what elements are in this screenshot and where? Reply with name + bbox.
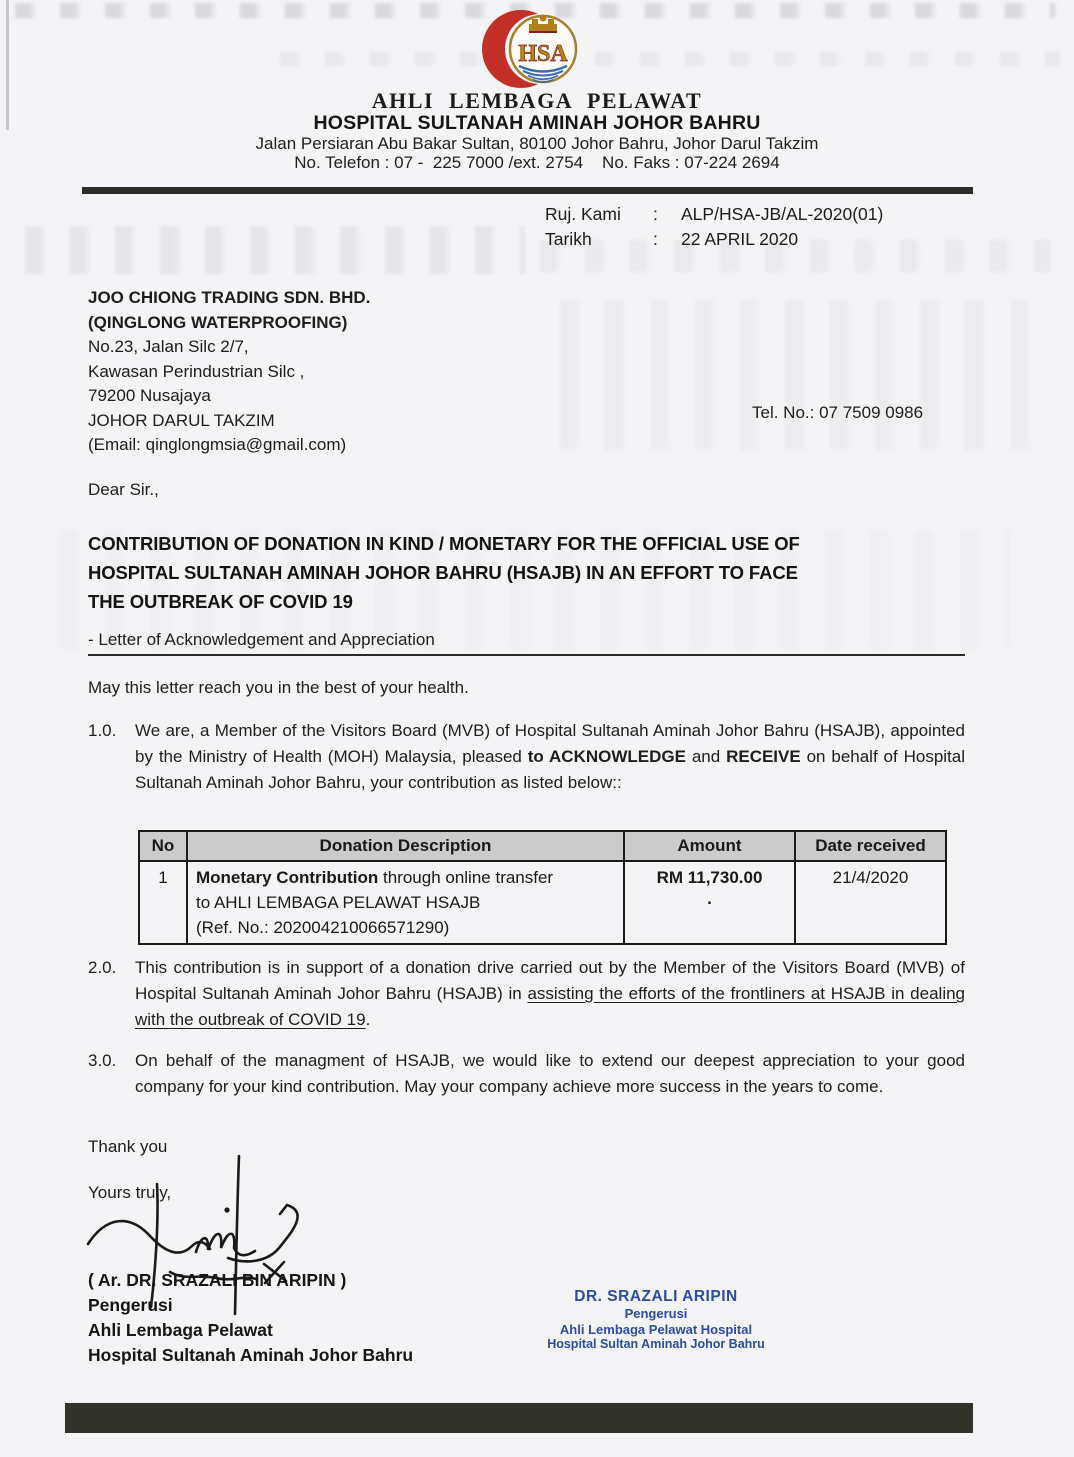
org-contact: No. Telefon : 07 - 225 7000 /ext. 2754 No. Faks : 07-224 2694 <box>294 153 780 172</box>
col-header-desc: Donation Description <box>187 831 624 861</box>
salutation: Dear Sir., <box>88 480 159 499</box>
yours-truly-line: Yours truly, <box>88 1183 172 1202</box>
recipient-postcode-city: 79200 Nusajaya <box>88 386 211 405</box>
recipient-email: (Email: qinglongmsia@gmail.com) <box>88 435 347 454</box>
thank-you-line: Thank you <box>88 1137 168 1156</box>
stamp-org2: Hospital Sultan Aminah Johor Bahru <box>547 1337 765 1351</box>
date-row <box>545 229 798 250</box>
org-name-line2: HOSPITAL SULTANAH AMINAH JOHOR BAHRU <box>313 112 761 134</box>
org-address: Jalan Persiaran Abu Bakar Sultan, 80100 Johor Bahru, Johor Darul Takzim <box>255 134 819 153</box>
paragraph-2-pre: This contribution is in support of a donation drive carried out by the Member of the Visitors Board (MVB) of Hospital Sultanah Aminah Johor Bahru (HSAJB) in <box>135 958 965 1003</box>
subject-line2: HOSPITAL SULTANAH AMINAH JOHOR BAHRU (HSAJB) IN AN EFFORT TO FACE <box>88 562 798 583</box>
scan-noise-band <box>560 300 1050 450</box>
col-header-date: Date received <box>795 831 946 861</box>
paragraph-2-underlined: assisting the efforts of the frontliners at HSAJB in dealing with the outbreak of COVID 19 <box>135 984 965 1029</box>
signer-title3: Hospital Sultanah Aminah Johor Bahru <box>88 1345 414 1365</box>
donation-table-row <box>139 861 946 944</box>
amount-stray-dot: . <box>707 889 712 908</box>
cell-description <box>187 861 624 944</box>
recipient-address-block <box>88 286 370 458</box>
cell-date: 21/4/2020 <box>795 861 946 944</box>
signer-title1: Pengerusi <box>88 1295 173 1315</box>
stamp-name: DR. SRAZALI ARIPIN <box>574 1288 738 1305</box>
intro-line: May this letter reach you in the best of your health. <box>88 678 469 697</box>
paragraph-1-pre: We are, a Member of the Visitors Board (MVB) of Hospital Sultanah Aminah Johor Bahru (HSAJB), appointed by the Ministry of Health (MOH) Malaysia, pleased <box>135 721 965 766</box>
description-line3: (Ref. No.: 202004210066571290) <box>196 918 450 937</box>
recipient-telephone: Tel. No.: 07 7509 0986 <box>752 403 924 422</box>
paragraph-1-number: 1.0. <box>88 721 117 740</box>
tarikh-colon: : <box>653 229 658 249</box>
paragraph-1-mid: and <box>685 747 727 766</box>
subject-line1: CONTRIBUTION OF DONATION IN KIND / MONETARY FOR THE OFFICIAL USE OF <box>88 533 800 554</box>
recipient-company-name: JOO CHIONG TRADING SDN. BHD. <box>88 288 371 307</box>
hsa-hospital-logo <box>477 6 597 92</box>
reference-number-row <box>545 204 883 225</box>
header-divider-rule <box>82 187 973 194</box>
paragraph-1 <box>88 718 965 796</box>
ruj-colon: : <box>653 204 658 224</box>
signer-name: ( Ar. DR. SRAZALI BIN ARIPIN ) <box>88 1270 347 1290</box>
col-header-amount: Amount <box>624 831 795 861</box>
recipient-company-alias: (QINGLONG WATERPROOFING) <box>88 312 348 332</box>
scan-noise-band <box>25 226 525 274</box>
subject-line3: THE OUTBREAK OF COVID 19 <box>88 591 353 612</box>
stamp-title: Pengerusi <box>624 1306 688 1321</box>
scan-noise-band <box>280 52 1060 66</box>
logo-hsa-text: HSA <box>518 41 568 67</box>
subject-heading <box>88 529 978 616</box>
paragraph-2 <box>88 955 965 1033</box>
description-line1 <box>196 865 615 890</box>
signer-block <box>88 1268 413 1368</box>
signer-title2: Ahli Lembaga Pelawat <box>88 1320 273 1340</box>
paragraph-1-post: on behalf of Hospital Sultanah Aminah Johor Bahru, your contribution as listed below:: <box>135 747 966 792</box>
paragraph-2-number: 2.0. <box>88 958 117 977</box>
paragraph-3-text: On behalf of the managment of HSAJB, we would like to extend our deepest appreciation to your good company for your kind contribution. May your company achieve more success in the years to come. <box>135 1051 965 1096</box>
donation-table <box>138 830 947 945</box>
cell-amount <box>624 861 795 944</box>
paragraph-1-text <box>135 718 965 796</box>
cell-no: 1 <box>139 861 187 944</box>
description-bold: Monetary Contribution <box>196 868 379 887</box>
official-stamp <box>496 1287 816 1353</box>
recipient-state: JOHOR DARUL TAKZIM <box>88 410 275 430</box>
description-line2: to AHLI LEMBAGA PELAWAT HSAJB <box>196 893 481 912</box>
paragraph-2-text <box>135 955 965 1033</box>
paragraph-1-bold-acknowledge: to ACKNOWLEDGE <box>527 747 686 766</box>
paragraph-2-post: . <box>365 1010 371 1029</box>
ruj-kami-value: ALP/HSA-JB/AL-2020(01) <box>681 204 884 224</box>
tarikh-label: Tarikh <box>545 229 592 249</box>
stamp-org1: Ahli Lembaga Pelawat Hospital <box>559 1321 753 1337</box>
amount-value: RM 11,730.00 <box>656 868 763 887</box>
recipient-area: Kawasan Perindustrian Silc , <box>88 361 305 381</box>
paragraph-3-number: 3.0. <box>88 1051 117 1070</box>
org-name-line1: AHLI LEMBAGA PELAWAT <box>371 88 703 113</box>
recipient-street: No.23, Jalan Silc 2/7, <box>88 337 249 356</box>
paragraph-3 <box>88 1048 965 1100</box>
description-rest: through online transfer <box>378 868 554 887</box>
ruj-kami-label: Ruj. Kami <box>545 204 621 224</box>
col-header-no: No <box>139 831 187 861</box>
tarikh-value: 22 APRIL 2020 <box>681 229 799 249</box>
paragraph-1-bold-receive: RECEIVE <box>726 747 801 766</box>
footer-bar <box>65 1403 973 1433</box>
subtitle-text: - Letter of Acknowledgement and Appreciation <box>88 630 435 649</box>
subtitle-underlined <box>88 630 965 656</box>
donation-table-header-row <box>139 831 946 861</box>
